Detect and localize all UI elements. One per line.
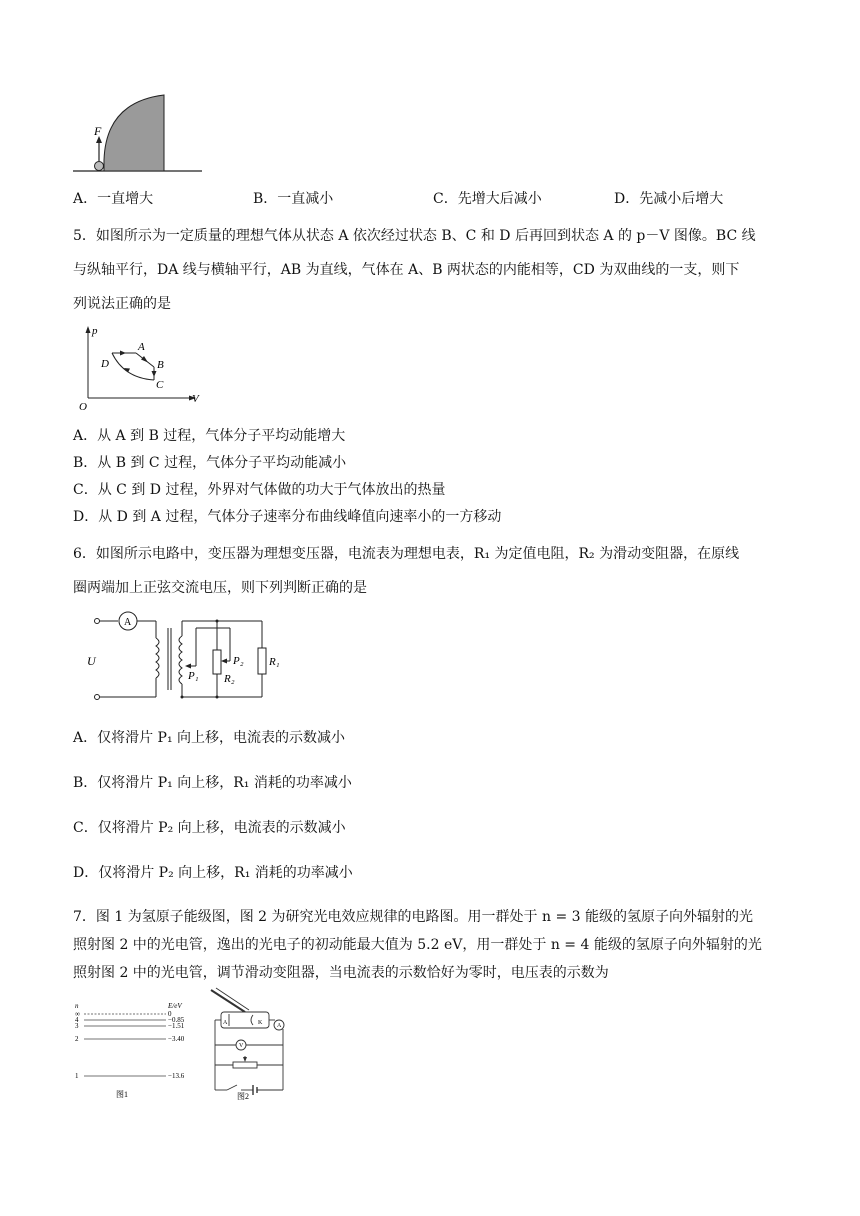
q6-stem-line1: 6．如图所示电路中，变压器为理想变压器，电流表为理想电表，R₁ 为定值电阻，R₂ 为滑动变阻器，在原线 [73,546,740,562]
q4-option-b: B．一直减小 [253,191,334,207]
q5-stem-line3: 列说法正确的是 [73,296,171,312]
q6-circuit-diagram [84,608,284,706]
q5-option-a: A．从 A 到 B 过程，气体分子平均动能增大 [73,428,346,444]
q6-voltage-label: U [87,654,96,668]
fig1-caption: 图1 [116,1090,128,1099]
fig1-n-header: n [75,1002,79,1010]
q5-axis-p: p [92,325,98,337]
q5-stem-line2: 与纵轴平行，DA 线与横轴平行，AB 为直线，气体在 A、B 两状态的内能相等，CD 为双曲线的一支，则下 [73,262,740,278]
q5-axis-v: V [192,393,199,405]
q4-option-a: A．一直增大 [73,191,154,207]
fig1-level-n-3: 3 [75,1022,79,1030]
fig2-ammeter-label: A [277,1023,282,1029]
q5-origin: O [79,401,87,413]
q7-stem-line1: 7．图 1 为氢原子能级图，图 2 为研究光电效应规律的电路图。用一群处于 n = 3 能级的氢原子向外辐射的光 [73,909,753,925]
fig1-e-header: E/eV [168,1002,182,1010]
fig2-anode-label: A [223,1020,228,1026]
q7-stem-line2: 照射图 2 中的光电管，逸出的光电子的初动能最大值为 5.2 eV，用一群处于 n = 4 能级的氢原子向外辐射的光 [73,937,762,953]
q5-point-c: C [156,379,164,391]
q6-option-b: B．仅将滑片 P₁ 向上移，R₁ 消耗的功率减小 [73,775,352,791]
fig2-caption: 图2 [237,1092,249,1100]
q7-stem-line3: 照射图 2 中的光电管，调节滑动变阻器，当电流表的示数恰好为零时，电压表的示数为 [73,965,609,981]
fig1-level-e-2: −3.40 [168,1035,185,1043]
fig1-level-n-1: 1 [75,1072,79,1080]
fig1-level-n-2: 2 [75,1035,79,1043]
q7-photoelectric-circuit [205,986,295,1100]
q6-option-c: C．仅将滑片 P₂ 向上移，电流表的示数减小 [73,820,346,836]
q5-point-d: D [101,358,109,370]
fig1-level-e-inf: 0 [168,1010,172,1018]
q5-option-b: B．从 B 到 C 过程，气体分子平均动能减小 [73,455,347,471]
q5-stem-line1: 5．如图所示为一定质量的理想气体从状态 A 依次经过状态 B、C 和 D 后再回到状态 A 的 p－V 图像。BC 线 [73,228,756,244]
fig1-level-e-3: −1.51 [168,1022,185,1030]
q5-point-b: B [157,359,164,371]
q5-option-c: C．从 C 到 D 过程，外界对气体做的功大于气体放出的热量 [73,482,446,498]
q5-point-a: A [138,341,145,353]
q7-energy-level-diagram [70,1000,200,1100]
q4-force-label: F [94,124,102,138]
q6-r2-label: R₂ [224,673,235,685]
fig1-level-e-4: −0.85 [168,1016,185,1024]
fig1-level-e-1: −13.6 [168,1072,185,1080]
fig1-level-n-4: 4 [75,1016,79,1024]
q6-option-d: D．仅将滑片 P₂ 向上移，R₁ 消耗的功率减小 [73,865,353,881]
q4-option-c: C．先增大后减小 [433,191,542,207]
q4-figure [70,92,210,176]
q4-option-d: D．先减小后增大 [614,191,724,207]
fig1-levels [84,1014,166,1076]
fig2-voltmeter-label: V [239,1043,244,1049]
q6-p2-label: P₂ [233,655,244,667]
fig2-cathode-label: K [258,1020,263,1026]
q5-pv-diagram [76,322,206,414]
q6-stem-line2: 圈两端加上正弦交流电压，则下列判断正确的是 [73,580,367,596]
q6-option-a: A．仅将滑片 P₁ 向上移，电流表的示数减小 [73,730,346,746]
q6-r1-label: R₁ [269,656,280,668]
q6-ammeter-label: A [124,617,132,628]
q5-option-d: D．从 D 到 A 过程，气体分子速率分布曲线峰值向速率小的一方移动 [73,509,502,525]
q6-p1-label: P₁ [188,670,199,682]
fig1-level-n-inf: ∞ [75,1010,80,1018]
